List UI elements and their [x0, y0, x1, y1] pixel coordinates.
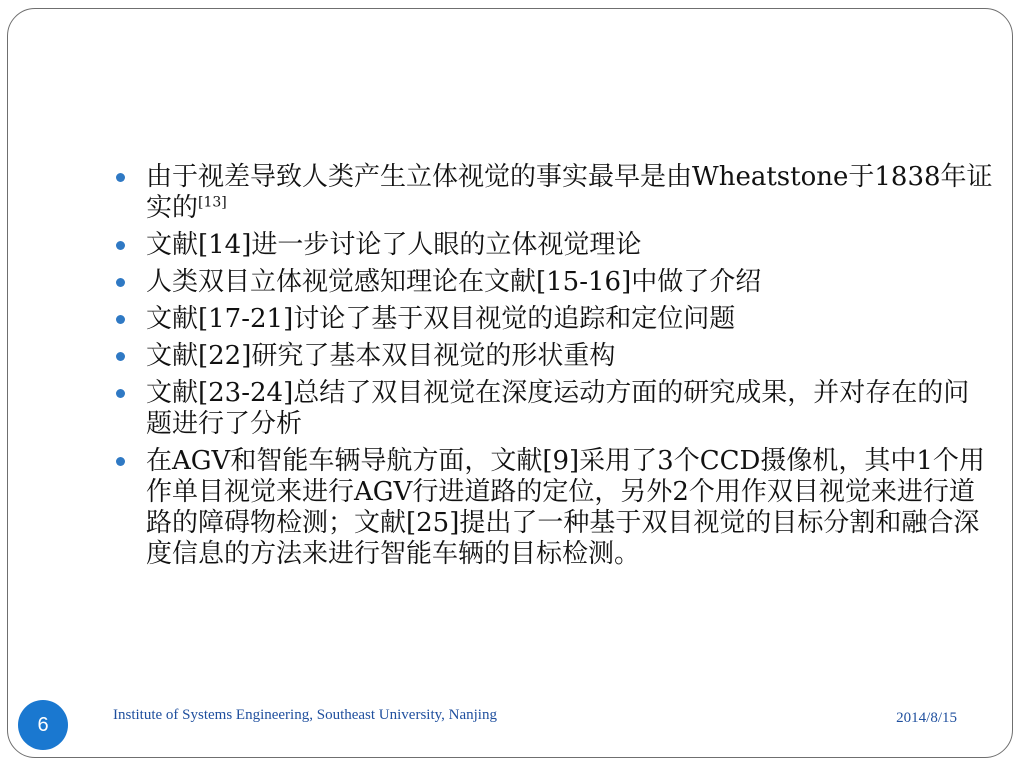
bullet-text: 文献[23-24]总结了双目视觉在深度运动方面的研究成果，并对存在的问题进行了分析: [146, 378, 970, 439]
bullet-text: 人类双目立体视觉感知理论在文献[15-16]中做了介绍: [146, 267, 762, 297]
list-item: [114, 230, 994, 261]
list-item: [114, 162, 994, 224]
bullet-text: 在AGV和智能车辆导航方面，文献[9]采用了3个CCD摄像机，其中1个用作单目视觉来进行AGV行进道路的定位，另外2个用作双目视觉来进行道路的障碍物检测；文献[25]提出了一种基于双目视觉的目标分割和融合深度信息的方法来进行智能车辆的目标检测。: [146, 446, 985, 569]
bullet-dot-icon: [116, 389, 125, 398]
bullet-dot-icon: [116, 315, 125, 324]
bullet-dot-icon: [116, 278, 125, 287]
bullet-text: 文献[14]进一步讨论了人眼的立体视觉理论: [146, 230, 642, 260]
list-item: [114, 341, 994, 372]
footer-institution: Institute of Systems Engineering, Southeast University, Nanjing: [113, 707, 497, 723]
bullet-dot-icon: [116, 173, 125, 182]
list-item: [114, 267, 994, 298]
bullet-list: [114, 162, 994, 576]
bullet-text: 文献[22]研究了基本双目视觉的形状重构: [146, 341, 616, 371]
bullet-dot-icon: [116, 457, 125, 466]
list-item: [114, 446, 994, 570]
footer-date: 2014/8/15: [896, 710, 957, 726]
bullet-text: 由于视差导致人类产生立体视觉的事实最早是由Wheatstone于1838年证实的: [146, 162, 993, 223]
bullet-dot-icon: [116, 352, 125, 361]
list-item: [114, 378, 994, 440]
bullet-text: 文献[17-21]讨论了基于双目视觉的追踪和定位问题: [146, 304, 736, 334]
list-item: [114, 304, 994, 335]
page-number-badge: 6: [18, 700, 68, 750]
citation-superscript: [13]: [198, 194, 227, 211]
bullet-dot-icon: [116, 241, 125, 250]
